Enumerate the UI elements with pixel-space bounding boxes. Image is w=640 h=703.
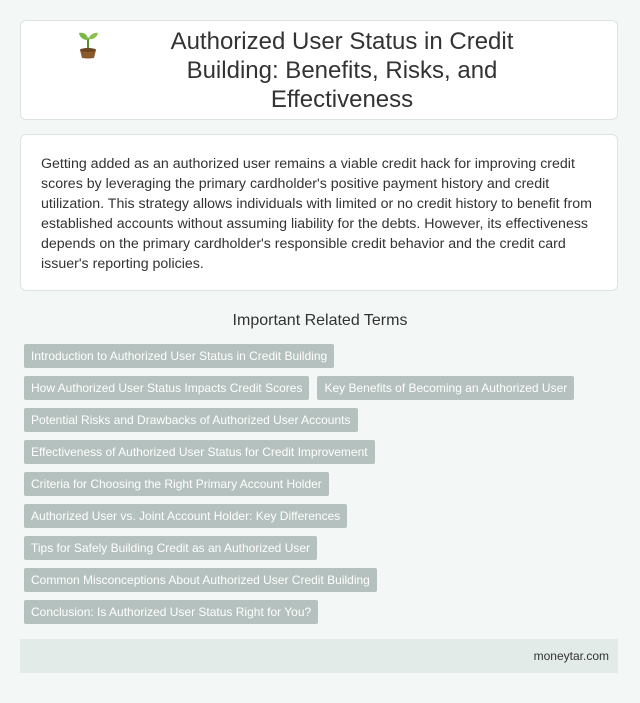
related-term-link[interactable]: Introduction to Authorized User Status in Credit Building <box>24 344 334 368</box>
title-wrap <box>76 27 562 114</box>
related-term-link[interactable]: Effectiveness of Authorized User Status for Credit Improvement <box>24 440 375 464</box>
related-term-link[interactable]: Tips for Safely Building Credit as an Authorized User <box>24 536 317 560</box>
page-title: Authorized User Status in Credit Building: Benefits, Risks, and Effectiveness <box>170 27 514 113</box>
related-term-link[interactable]: How Authorized User Status Impacts Credit Scores <box>24 376 309 400</box>
footer <box>20 639 618 673</box>
header-card <box>20 20 618 120</box>
related-term-link[interactable]: Common Misconceptions About Authorized User Credit Building <box>24 568 377 592</box>
intro-text: Getting added as an authorized user remains a viable credit hack for improving credit scores by leveraging the primary cardholder's positive payment history and credit utilization. This strategy allows individuals with limited or no credit history to benefit from established accounts without assuming liability for the debts. However, its effectiveness depends on the primary cardholder's responsible credit behavior and the credit card issuer's reporting policies. <box>41 156 592 272</box>
intro-card <box>20 134 618 291</box>
footer-site-name[interactable]: moneytar.com <box>533 649 609 663</box>
related-term-link[interactable]: Criteria for Choosing the Right Primary Account Holder <box>24 472 329 496</box>
related-term-link[interactable]: Conclusion: Is Authorized User Status Right for You? <box>24 600 318 624</box>
seedling-icon <box>76 29 100 59</box>
related-term-link[interactable]: Authorized User vs. Joint Account Holder: Key Differences <box>24 504 347 528</box>
related-terms-list <box>24 344 614 624</box>
related-terms-heading: Important Related Terms <box>232 312 408 329</box>
related-term-link[interactable]: Key Benefits of Becoming an Authorized User <box>317 376 574 400</box>
related-term-link[interactable]: Potential Risks and Drawbacks of Authorized User Accounts <box>24 408 358 432</box>
